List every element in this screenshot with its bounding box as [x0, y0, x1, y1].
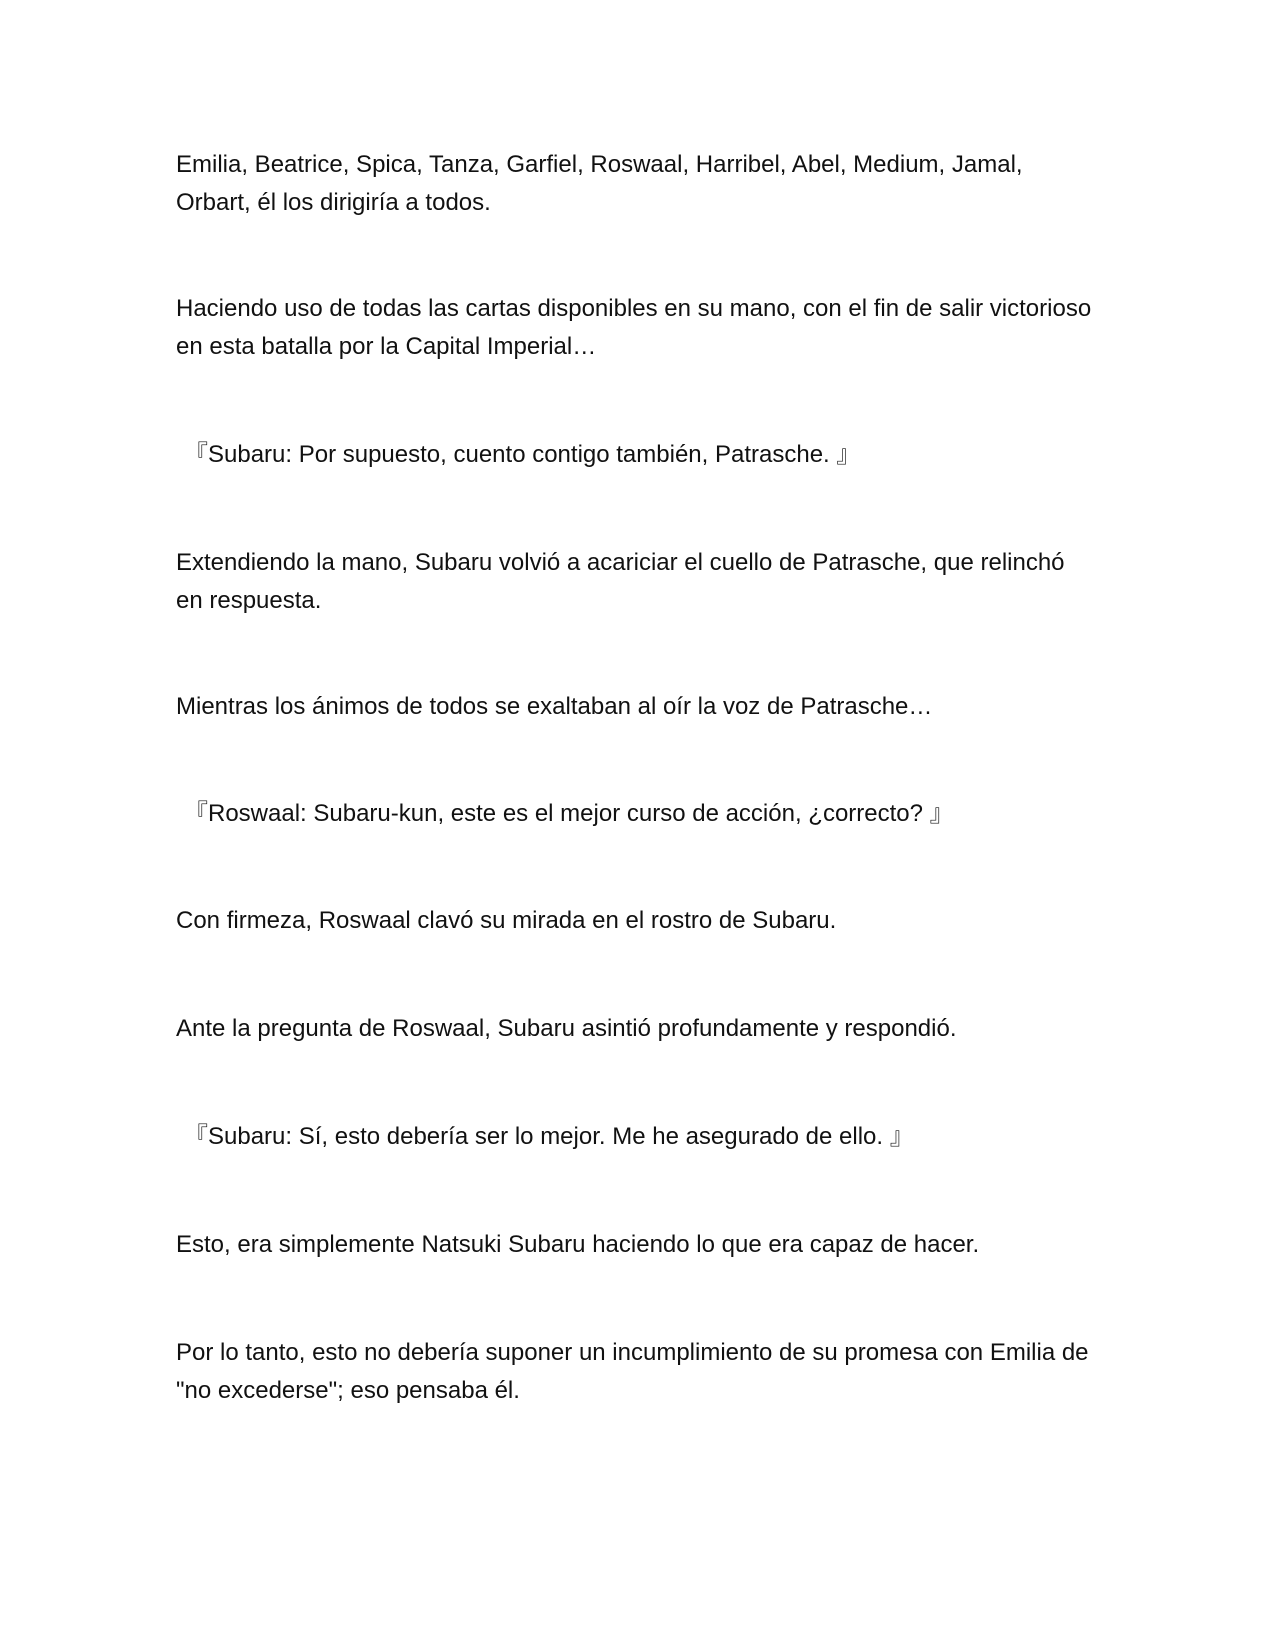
paragraph-promise-emilia: Por lo tanto, esto no debería suponer un incumplimiento de su promesa con Emilia de "no excederse"; eso pensaba él. [176, 1339, 1089, 1404]
paragraph-natsuki-subaru: Esto, era simplemente Natsuki Subaru haciendo lo que era capaz de hacer. [176, 1231, 980, 1258]
dialogue-subaru-answer: 『Subaru: Sí, esto debería ser lo mejor. Me he asegurado de ello. 』 [184, 1123, 914, 1150]
paragraph-subaru-nods: Ante la pregunta de Roswaal, Subaru asintió profundamente y respondió. [176, 1015, 957, 1042]
paragraph-spirits-exalted: Mientras los ánimos de todos se exaltaban al oír la voz de Patrasche… [176, 693, 933, 720]
dialogue-subaru-patrasche: 『Subaru: Por supuesto, cuento contigo también, Patrasche. 』 [184, 441, 861, 468]
paragraph-roswaal-gaze: Con firmeza, Roswaal clavó su mirada en el rostro de Subaru. [176, 907, 837, 934]
dialogue-roswaal-question: 『Roswaal: Subaru-kun, este es el mejor curso de acción, ¿correcto? 』 [184, 800, 954, 827]
paragraph-extending-hand: Extendiendo la mano, Subaru volvió a acariciar el cuello de Patrasche, que relinchó en respuesta. [176, 549, 1065, 614]
paragraph-cards-in-hand: Haciendo uso de todas las cartas disponibles en su mano, con el fin de salir victorioso en esta batalla por la Capital Imperial… [176, 295, 1092, 360]
paragraph-character-list: Emilia, Beatrice, Spica, Tanza, Garfiel, Roswaal, Harribel, Abel, Medium, Jamal, Orbart, él los dirigiría a todos. [176, 151, 1023, 216]
